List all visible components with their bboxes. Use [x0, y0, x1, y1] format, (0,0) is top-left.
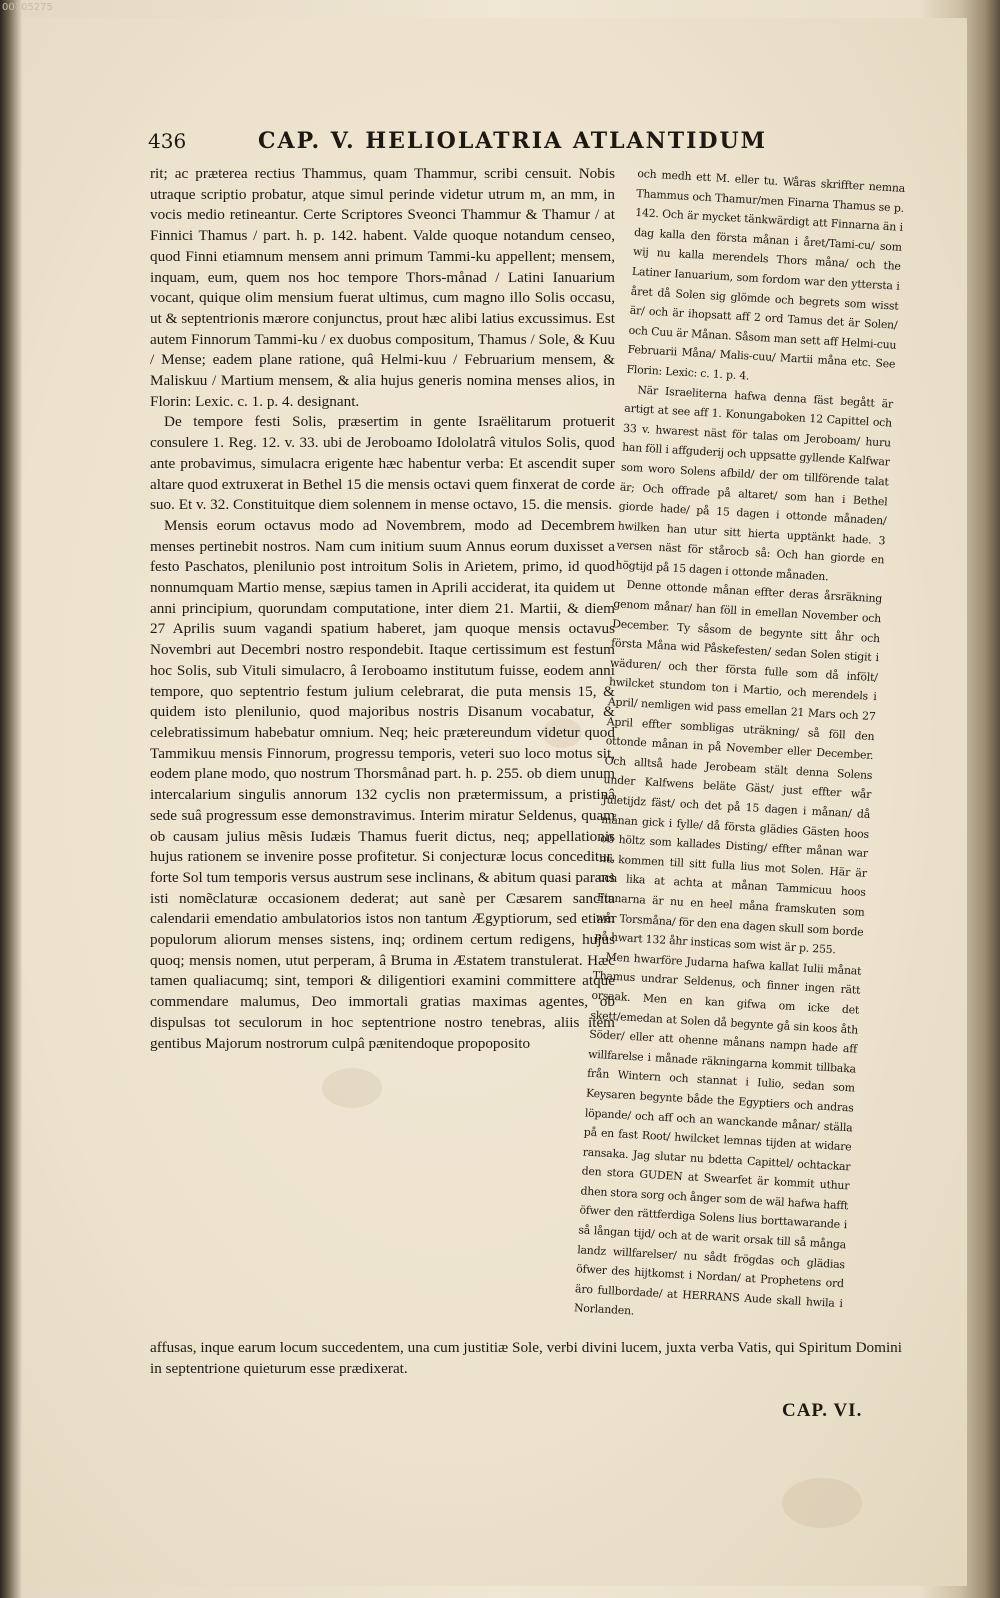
page-header	[148, 128, 898, 164]
swedish-paragraph: När Israeliterna hafwa denna fäst begått är artigt at see aff 1. Konungaboken 12 Capittel och 33 v. hwarest näst för talas om Jeroboam/ huru han föll i affguderij och uppsatte gyllende Kalfwar som woro Solens afbild/ der om tillförende talat är; Och offrade på altaret/ som han i Bethel giorde hade/ på 15 dagen i ottonde månaden/ hwilken han utur sitt hierta upptänkt hade. 3 versen näst för stårocb så: Och han giorde en högtijd på 15 dagen i ottonde månaden.	[615, 382, 894, 584]
running-head: CAP. V. HELIOLATRIA ATLANTIDUM	[258, 128, 767, 154]
paper-stain	[782, 1478, 862, 1528]
swedish-paragraph: och medh ett M. eller tu. Wåras skriffter nemna Thammus och Thamur/men Finarna Thamus se p. 142. Och är mycket tänkwärdigt att Finnarna än i dag kalla den första månan i året/Tami-cu/ som wij nu kalla merendels Thors måna/ och the Latiner Ianuarium, som fordom war den yttersta i året då Solen sig glömde och begrets som wisst är/ och är ihopsatt aff 2 ord Tamus det är Solen/ och Cuu är Månan. Såsom man sett aff Helmi-cuu Februarii Måna/ Malis-cuu/ Martii måna etc. See Florin: Lexic: c. 1. p. 4.	[626, 166, 906, 383]
swedish-paragraph: Denne ottonde månan effter deras årsräkning genom månar/ han föll in emellan November och December. Ty såsom de begynte sitt åhr och första Måna wid Påskefesten/ sedan Solen stigit i wäduren/ och ther första fulle som då infölt/ hwilcket stundom ton i Martio, och merendels i April/ nemligen wid pass emellan 21 Mars och 27 April effter sombligas uträkning/ så föll den ottonde månan in på November eller December. Och alltså hade Jerobeam stält denna Solens under Kalfwens beläte Gäst/ just effter wår Juletijdz fäst/ och det på 15 dagen i månan/ då månan gick i fylle/ då första glädies Gästen hoos oß höltz som kallades Disting/ effter månan war nu kommen till sitt fulla lius mot Solen. Här är och lika at achta at månan Tammicuu hoos Finnarna är nu en heel måna framskuten som wår Torsmåna/ för den ena dagen skull som borde på hwart 132 åhr insticas som wist är p. 255.	[594, 578, 883, 957]
catchword: CAP. VI.	[782, 1400, 863, 1421]
catalog-id: 00105275	[2, 2, 53, 13]
latin-paragraph: Mensis eorum octavus modo ad Novembrem, modo ad Decembrem menses pertinebit nostros. Nam cum initium suum Annus eorum duxisset a festo Paschatos, plenilunio post introitum Solis in Arietem, primo, id quod nonnumquam Martio mense, sæpius tamen in Aprili acciderat, ita quidem ut anni principium, quorundam computatione, inter diem 21. Martii, & diem 27 Aprilis suum vagandi spatium haberet, jam quoque mensis octavus Novembri aut Decembri nostro respondebit. Itaque certissimum est festum hoc Solis, sub Vituli simulacro, â Ieroboamo institutum fuisse, eodem anni tempore, quo septentrio festum julium celebrarat, die puta mensis 15, & quidem isto plenilunio, quod majoribus nostris Disanum vocabatur, & celebratissimum habebatur omnium. Neq; heic prætereundum videtur quod Tammikuu mensis Finnorum, progressu temporis, veteri suo loco motus sit, eodem plane modo, quo nostrum Thorsmånad part. h. p. 255. ob diem unum intercalarium singulis annorum 132 cyclis non prætermissum, a pristinâ sede suâ progressum esse demonstravimus. Interim miratur Seldenus, quam ob causam julius mẽsis Iudæis Thamus fuerit dictus, neq; appellationis hujus rationem se invenire posse profitetur. Si conjecturæ locus conceditur, forte Sol tum temporis versus austrum sese inclinans, & abitum quasi parans isti nomẽclaturæ occasionem dederat; aut sanè per Cæsarem sancita calendarii emendatio ambulatorios istos non tantum Ægyptiorum, sed etiam populorum aliorum menses sistens, inq; ordinem certum redigens, hujus quoq; mensis nomen, utut perperam, â Bruma in Æstatem transtulerat. Hæc tamen qualiacumq; sint, tempori & diligentiori examini committere atque commendare malumus, Deo immortali gratias maximas agentes, ob dispulsas tot seculorum in hoc septentrione nostro tenebras, aliis item gentibus Majorum nostrorum culpâ pænitendoque propoposito	[150, 516, 615, 1052]
page-number: 436	[148, 129, 187, 153]
closing-line: affusas, inque earum locum succedentem, una cum justitiæ Sole, verbi divini lucem, juxta verba Vatis, qui Spiritum Domini in septentrione quieturum esse prædixerat.	[150, 1339, 902, 1377]
swedish-paragraph: Men hwarföre Judarna hafwa kallat Iulii månat Thamus undrar Seldenus, och finner ingen rätt orsaak. Men en kan gifwa om icke det skett/emedan at Solen då begynte gå sin koos åth Söder/ eller att ohenne månans nampn hade aff willfarelse i månade räkningarna kommit tillbaka från Wintern och stannat i Iulio, sedan som Keysaren begynte både the Egyptiers och andras löpande/ och aff och an wanckande månar/ ställa på en fast Root/ hwilcket lemnas tijden at widare ransaka. Jag slutar nu bdetta Capittel/ ochtackar den stora GUDEN at Swearfet är kommit uthur dhen stora sorg och ånger som de wäl hafwa hafft öfwer den rättferdiga Solens lius borttawarande i så långan tijd/ och at de warit orsak till så många landz willfarelser/ nu sådt frögdas och glädias öfwer des hijtkomst i Nordan/ at Prophetens ord äro fullbordade/ at HERRANS Aude skall hwila i Norlanden.	[573, 950, 862, 1319]
latin-paragraph: De tempore festi Solis, præsertim in gente Israëlitarum protuerit consulere 1. Reg. 12. v. 33. ubi de Jeroboamo Idololatrâ vitulos Solis, quod ante probavimus, simulacra erigente hæc habentur verba: Et ascendit super altare quod extruxerat in Bethel 15 die mensis octavi quem finxerat de corde suo. Et v. 32. Constituitque diem solennem in mense octavo, 15. die mensis.	[150, 413, 615, 514]
latin-paragraph: rit; ac præterea rectius Thammus, quam Thammur, scribi censuit. Nobis utraque scriptio probatur, atque simul perinde videtur utrum m, an mm, in vocis medio retineantur. Certe Scriptores Sveonci Thammur & Thamur / at Finnici Thamus / part. h. p. 142. habent. Valde quoque notandum censeo, quod Finni etiamnum mensem anni primum Tammi-ku appellent; mensem, inquam, eum, quem nos hoc tempore Thors-månad / Latini Ianuarium vocant, quique olim mensium fuerat ultimus, cum magno illo Solis occasu, ut & septentrionis mærore conjunctus, prout hæc alibi latius excussimus. Est autem Finnorum Tammi-ku / ex duobus compositum, Thamus / Sole, & Kuu / Mense; eadem plane ratione, quâ Helmi-kuu / Februarium mensem, & Maliskuu / Martium mensem, & alia hujus generis nomina menses alios, in Florin: Lexic. c. 1. p. 4. designant.	[150, 165, 615, 410]
latin-column	[150, 164, 615, 1389]
